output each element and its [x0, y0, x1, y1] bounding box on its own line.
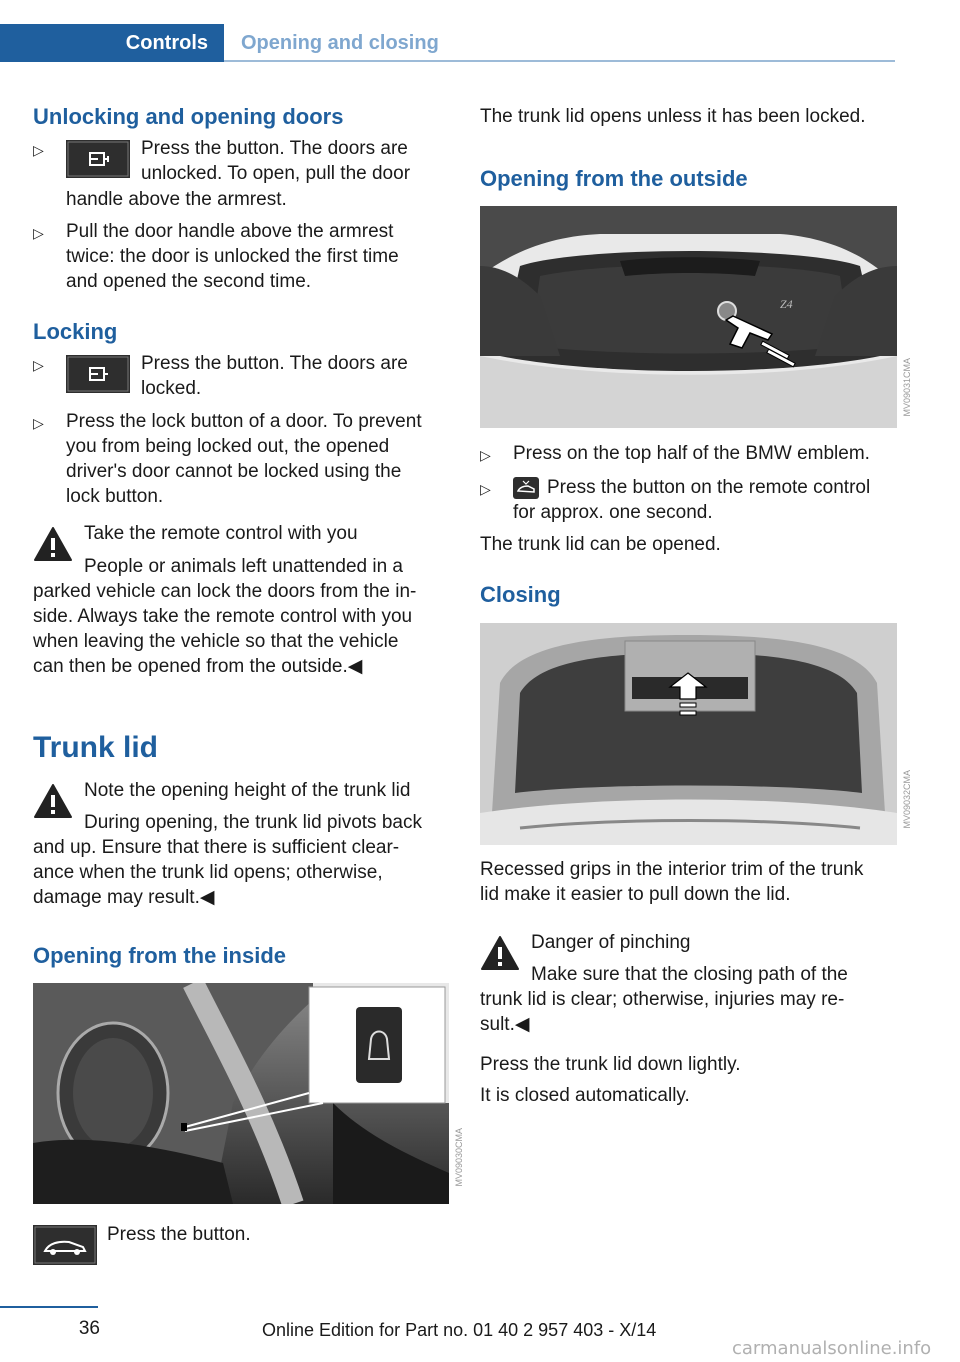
- lock-item2-line4: lock button.: [66, 486, 164, 507]
- outside-item2-line2: for approx. one second.: [513, 502, 713, 523]
- interior-photo: [33, 983, 449, 1204]
- bullet-icon: ▷: [33, 415, 44, 431]
- remote-trunk-icon: [513, 477, 539, 499]
- outside-item2-line1: Press the button on the remote control: [547, 477, 871, 498]
- warning1-line5: can then be opened from the outside.◀: [33, 656, 363, 677]
- recessed-line2: lid make it easier to pull down the lid.: [480, 884, 791, 905]
- heading-locking: Locking: [33, 319, 118, 344]
- chapter-tab: Controls: [0, 24, 224, 62]
- heading-unlocking: Unlocking and opening doors: [33, 104, 344, 129]
- unlock-item1-line1: Press the button. The doors are: [141, 138, 408, 159]
- warning1-line1: People or animals left unattended in a: [84, 556, 403, 577]
- bullet-icon: ▷: [480, 481, 491, 497]
- warning1-line3: side. Always take the remote control with you: [33, 606, 413, 627]
- warning2-title: Note the opening height of the trunk lid: [84, 780, 411, 801]
- warning3-line1: Make sure that the closing path of the: [531, 964, 848, 985]
- warning-icon: [33, 783, 73, 824]
- heading-closing: Closing: [480, 582, 561, 607]
- photo2-code: MV09031CMA: [902, 358, 912, 417]
- edition-note: Online Edition for Part no. 01 40 2 957 403 - X/14: [262, 1320, 657, 1340]
- photo3-code: MV09032CMA: [902, 770, 912, 829]
- page-number: 36: [78, 1318, 100, 1339]
- bullet-icon: ▷: [33, 142, 44, 158]
- trunk-can-open: The trunk lid can be opened.: [480, 534, 721, 555]
- warning-icon: [480, 935, 520, 976]
- lock-item2-line1: Press the lock button of a door. To prevent: [66, 411, 422, 432]
- photo1-code: MV09030CMA: [454, 1128, 464, 1187]
- warning2-line4: damage may result.◀: [33, 887, 215, 908]
- lock-item1-line2: locked.: [141, 378, 202, 399]
- warning3-line2: trunk lid is clear; otherwise, injuries may re‐: [480, 989, 845, 1010]
- closed-auto-text: It is closed automatically.: [480, 1085, 690, 1106]
- lock-item2-line2: you from being locked out, the opened: [66, 436, 390, 457]
- heading-opening-inside: Opening from the inside: [33, 943, 287, 968]
- trunk-interior-photo: [480, 623, 897, 845]
- section-title: Opening and closing: [241, 32, 439, 54]
- unlock-button-icon: [66, 140, 130, 178]
- unlock-item2-line3: and opened the second time.: [66, 271, 312, 292]
- recessed-line1: Recessed grips in the interior trim of the trunk: [480, 859, 864, 880]
- watermark: carmanualsonline.info: [732, 1338, 932, 1359]
- warning-icon: [33, 526, 73, 567]
- unlock-item2-line1: Pull the door handle above the armrest: [66, 221, 394, 242]
- press-button-text: Press the button.: [107, 1224, 251, 1245]
- lock-button-icon: [66, 355, 130, 393]
- unlock-item2-line2: twice: the door is unlocked the first time: [66, 246, 399, 267]
- bullet-icon: ▷: [33, 357, 44, 373]
- warning1-title: Take the remote control with you: [84, 523, 358, 544]
- warning3-line3: sult.◀: [480, 1014, 530, 1035]
- unlock-item1-line3: handle above the armrest.: [66, 189, 287, 210]
- press-down-text: Press the trunk lid down lightly.: [480, 1054, 741, 1075]
- trunk-button-icon: [33, 1225, 97, 1265]
- footer-rule: [0, 1306, 98, 1308]
- warning1-line2: parked vehicle can lock the doors from the in‐: [33, 581, 417, 602]
- lock-item2-line3: driver's door cannot be locked using the: [66, 461, 402, 482]
- bullet-icon: ▷: [33, 225, 44, 241]
- warning2-line3: ance when the trunk lid opens; otherwise,: [33, 862, 383, 883]
- header-rule: [224, 60, 895, 62]
- heading-opening-outside: Opening from the outside: [480, 166, 748, 191]
- warning3-title: Danger of pinching: [531, 932, 691, 953]
- warning2-line2: and up. Ensure that there is sufficient clear‐: [33, 837, 400, 858]
- z4-badge: Z4: [780, 297, 793, 311]
- outside-item1: Press on the top half of the BMW emblem.: [513, 443, 870, 464]
- bullet-icon: ▷: [480, 447, 491, 463]
- warning2-line1: During opening, the trunk lid pivots back: [84, 812, 422, 833]
- heading-trunk-lid: Trunk lid: [33, 731, 159, 764]
- trunk-exterior-photo: [480, 206, 897, 428]
- page-header: [0, 24, 895, 62]
- warning1-line4: when leaving the vehicle so that the vehicle: [33, 631, 399, 652]
- trunk-intro: The trunk lid opens unless it has been locked.: [480, 106, 866, 127]
- lock-item1-line1: Press the button. The doors are: [141, 353, 408, 374]
- unlock-item1-line2: unlocked. To open, pull the door: [141, 163, 411, 184]
